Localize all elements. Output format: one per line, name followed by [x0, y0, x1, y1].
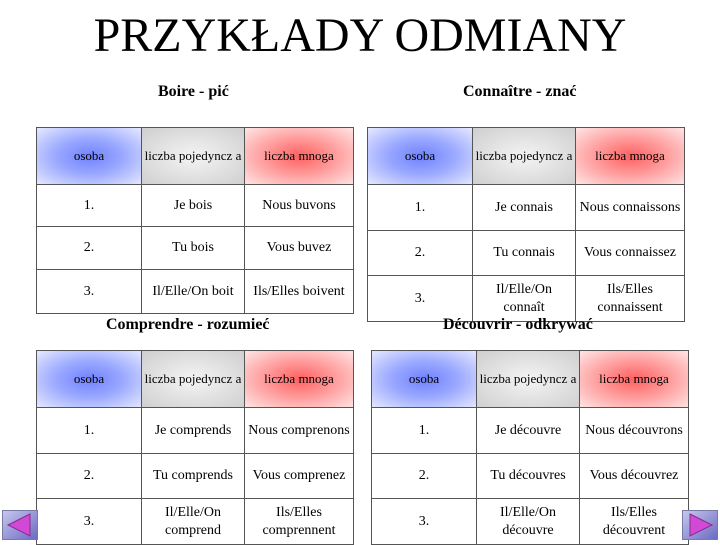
singular-cell: Je connais: [473, 185, 576, 231]
singular-cell: Tu comprends: [142, 454, 245, 499]
person-cell: 2.: [37, 454, 142, 499]
plural-cell: Ils/Elles comprennent: [245, 499, 354, 545]
conjugation-table-comprendre: [36, 350, 354, 545]
header-plural: liczba mnoga: [580, 351, 689, 408]
subtitle-comprendre: Comprendre - rozumieć: [106, 316, 270, 333]
singular-cell: Tu bois: [142, 227, 245, 270]
next-slide-button[interactable]: [682, 510, 718, 540]
plural-cell: Vous découvrez: [580, 454, 689, 499]
conjugation-table-decouvrir: [371, 350, 689, 545]
person-cell: 1.: [37, 185, 142, 227]
singular-cell: Il/Elle/On connaît: [473, 276, 576, 322]
singular-cell: Tu connais: [473, 231, 576, 276]
plural-cell: Vous comprenez: [245, 454, 354, 499]
header-singular: liczba pojedyncz a: [142, 351, 245, 408]
singular-cell: Je découvre: [477, 408, 580, 454]
header-plural: liczba mnoga: [245, 128, 354, 185]
header-singular: liczba pojedyncz a: [142, 128, 245, 185]
person-cell: 2.: [37, 227, 142, 270]
plural-cell: Ils/Elles boivent: [245, 270, 354, 314]
plural-cell: Nous comprenons: [245, 408, 354, 454]
person-cell: 3.: [368, 276, 473, 322]
singular-cell: Il/Elle/On découvre: [477, 499, 580, 545]
plural-cell: Vous connaissez: [576, 231, 685, 276]
singular-cell: Je bois: [142, 185, 245, 227]
header-person: osoba: [37, 351, 142, 408]
header-person: osoba: [372, 351, 477, 408]
subtitle-connaitre: Connaître - znać: [463, 83, 577, 100]
plural-cell: Vous buvez: [245, 227, 354, 270]
triangle-left-icon: [2, 510, 38, 540]
header-person: osoba: [37, 128, 142, 185]
plural-cell: Nous connaissons: [576, 185, 685, 231]
person-cell: 3.: [372, 499, 477, 545]
triangle-right-icon: [682, 510, 718, 540]
subtitle-decouvrir: Découvrir - odkrywać: [443, 316, 593, 333]
header-person: osoba: [368, 128, 473, 185]
singular-cell: Je comprends: [142, 408, 245, 454]
person-cell: 3.: [37, 499, 142, 545]
person-cell: 1.: [372, 408, 477, 454]
header-plural: liczba mnoga: [576, 128, 685, 185]
subtitle-boire: Boire - pić: [158, 83, 229, 100]
plural-cell: Ils/Elles découvrent: [580, 499, 689, 545]
singular-cell: Tu découvres: [477, 454, 580, 499]
plural-cell: Nous découvrons: [580, 408, 689, 454]
person-cell: 2.: [368, 231, 473, 276]
conjugation-table-connaitre: [367, 127, 685, 322]
header-singular: liczba pojedyncz a: [473, 128, 576, 185]
conjugation-table-boire: [36, 127, 354, 314]
person-cell: 1.: [368, 185, 473, 231]
plural-cell: Nous buvons: [245, 185, 354, 227]
page-title: PRZYKŁADY ODMIANY: [93, 9, 627, 62]
header-singular: liczba pojedyncz a: [477, 351, 580, 408]
plural-cell: Ils/Elles connaissent: [576, 276, 685, 322]
header-plural: liczba mnoga: [245, 351, 354, 408]
singular-cell: Il/Elle/On comprend: [142, 499, 245, 545]
person-cell: 3.: [37, 270, 142, 314]
prev-slide-button[interactable]: [2, 510, 38, 540]
person-cell: 2.: [372, 454, 477, 499]
person-cell: 1.: [37, 408, 142, 454]
singular-cell: Il/Elle/On boit: [142, 270, 245, 314]
